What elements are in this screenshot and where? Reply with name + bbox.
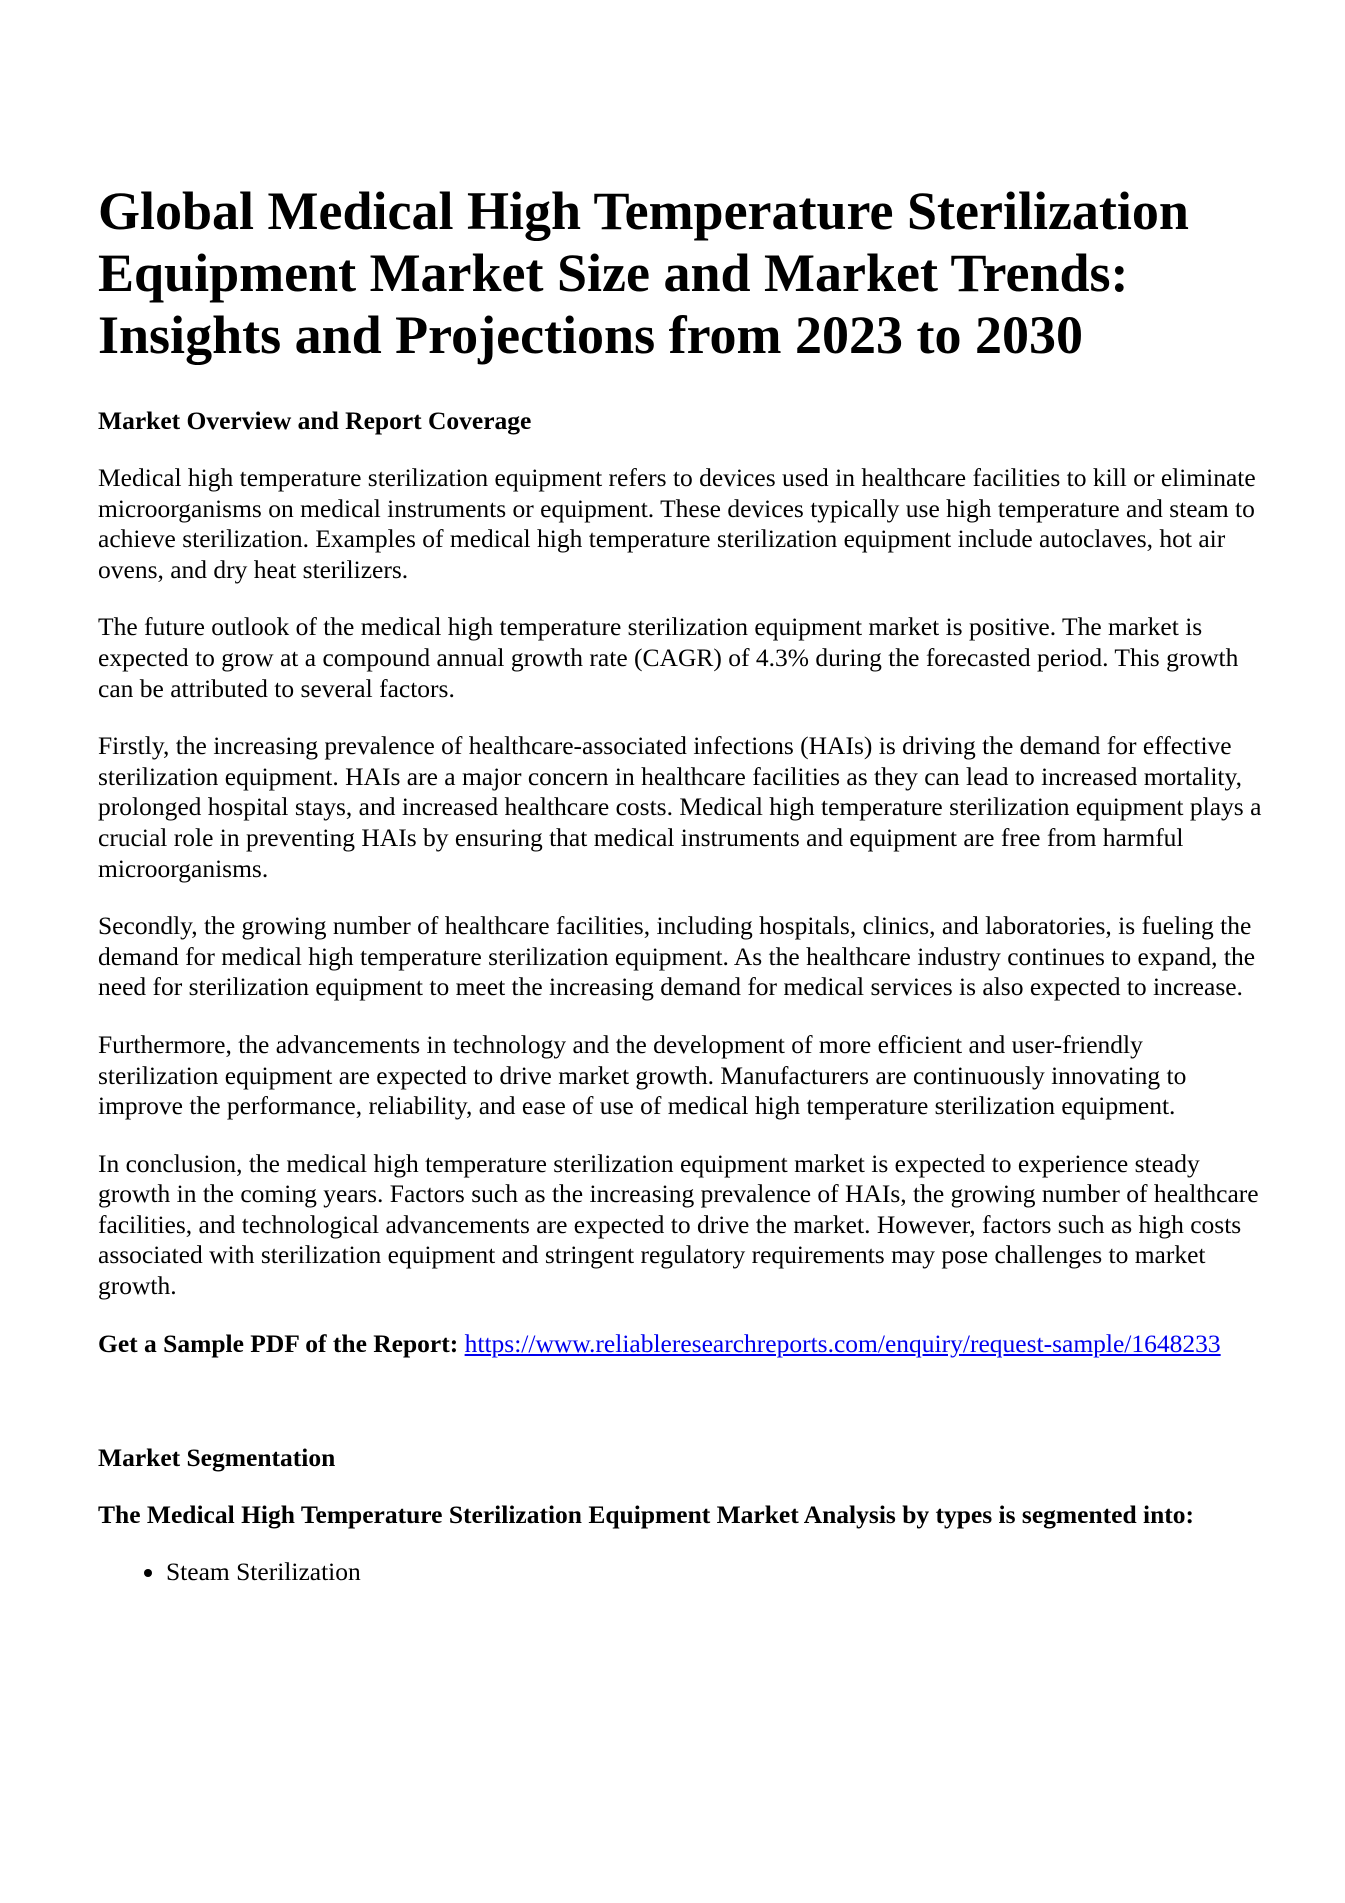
page-title: Global Medical High Temperature Sterilization Equipment Market Size and Market Trends: Insights and Projections from 2023 to 2030 bbox=[98, 181, 1189, 365]
overview-paragraph-6: In conclusion, the medical high temperature sterilization equipment market is expected to experience steady growth in the coming years. Factors such as the increasing prevalence of HAIs, the growing number of healthcare facilities, and technological advancements are expected to drive the market. However, factors such as high costs associated with sterilization equipment and stringent regulatory requirements may pose challenges to market growth. bbox=[98, 1148, 1259, 1301]
segmentation-heading: Market Segmentation bbox=[98, 1443, 336, 1473]
overview-paragraph-4: Secondly, the growing number of healthcare facilities, including hospitals, clinics, and laboratories, is fueling the demand for medical high temperature sterilization equipment. As the healthcare industry continues to expand, the need for sterilization equipment to meet the increasing demand for medical services is also expected to increase. bbox=[98, 911, 1256, 1002]
sample-pdf-label: Get a Sample PDF of the Report: bbox=[98, 1328, 459, 1358]
segmentation-type-item: • Steam Sterilization bbox=[166, 1557, 1268, 1588]
overview-paragraph-1: Medical high temperature sterilization equipment refers to devices used in healthcare facilities to kill or eliminate microorganisms on medical instruments or equipment. These devices typically use high temperature and steam to achieve sterilization. Examples of medical high temperature sterilization equipment include autoclaves, hot air ovens, and dry heat sterilizers. bbox=[98, 463, 1256, 584]
overview-paragraph-2: The future outlook of the medical high temperature sterilization equipment market is positive. The market is expected to grow at a compound annual growth rate (CAGR) of 4.3% during the forecasted period. This growth can be attributed to several factors. bbox=[98, 612, 1239, 703]
sample-pdf-link[interactable]: https://www.reliableresearchreports.com/enquiry/request-sample/1648233 bbox=[464, 1328, 1221, 1358]
overview-paragraph-5: Furthermore, the advancements in technology and the development of more efficient and user-friendly sterilization equipment are expected to drive market growth. Manufacturers are continuously innovating to improve the performance, reliability, and ease of use of medical high temperature sterilization equipment. bbox=[98, 1029, 1187, 1121]
sample-pdf-line bbox=[98, 1329, 1268, 1360]
segmentation-type-list bbox=[98, 1557, 1268, 1588]
section-spacer bbox=[98, 1359, 1268, 1443]
overview-paragraph-3: Firstly, the increasing prevalence of healthcare-associated infections (HAIs) is driving the demand for effective sterilization equipment. HAIs are a major concern in healthcare facilities as they can lead to increased mortality, prolonged hospital stays, and increased healthcare costs. Medical high temperature sterilization equipment plays a crucial role in preventing HAIs by ensuring that medical instruments and equipment are free from harmful microorganisms. bbox=[98, 731, 1262, 883]
segmentation-subheading: The Medical High Temperature Sterilization Equipment Market Analysis by types is segmented into: bbox=[98, 1500, 1195, 1530]
overview-heading: Market Overview and Report Coverage bbox=[98, 406, 532, 435]
document-page bbox=[98, 180, 1268, 1588]
